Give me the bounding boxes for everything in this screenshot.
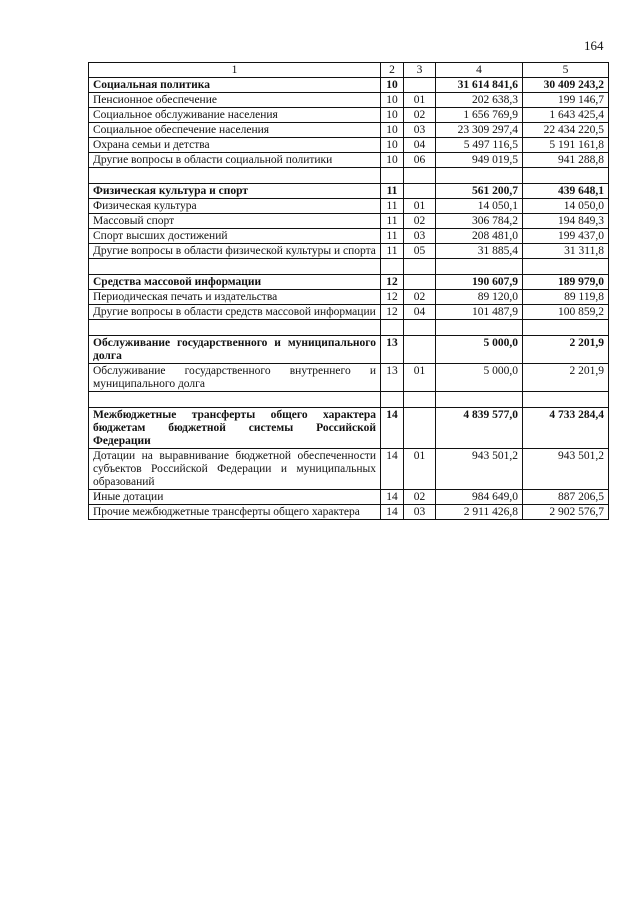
section-code: 11 bbox=[381, 199, 404, 214]
amount-col5: 2 201,9 bbox=[523, 336, 609, 364]
subsection-code bbox=[404, 184, 436, 199]
amount-col4: 943 501,2 bbox=[436, 449, 523, 490]
row-name: Социальное обслуживание населения bbox=[89, 108, 381, 123]
subsection-code: 01 bbox=[404, 364, 436, 392]
subsection-code: 02 bbox=[404, 490, 436, 505]
row-name: Иные дотации bbox=[89, 490, 381, 505]
amount-col5: 89 119,8 bbox=[523, 290, 609, 305]
subsection-code: 03 bbox=[404, 229, 436, 244]
amount-col4: 31 885,4 bbox=[436, 244, 523, 259]
header-cell: 3 bbox=[404, 63, 436, 78]
amount-col4: 190 607,9 bbox=[436, 275, 523, 290]
amount-col5: 22 434 220,5 bbox=[523, 123, 609, 138]
section-code: 13 bbox=[381, 336, 404, 364]
spacer-row bbox=[89, 320, 609, 336]
row-name: Дотации на выравнивание бюджетной обеспеченности субъектов Российской Федерации и муниципальных образований bbox=[89, 449, 381, 490]
amount-col4: 101 487,9 bbox=[436, 305, 523, 320]
amount-col4: 14 050,1 bbox=[436, 199, 523, 214]
section-code: 12 bbox=[381, 305, 404, 320]
table-row bbox=[89, 275, 609, 290]
row-name: Социальное обеспечение населения bbox=[89, 123, 381, 138]
amount-col4: 31 614 841,6 bbox=[436, 78, 523, 93]
amount-col5: 2 902 576,7 bbox=[523, 505, 609, 520]
row-name: Пенсионное обеспечение bbox=[89, 93, 381, 108]
table-row bbox=[89, 214, 609, 229]
subsection-code: 02 bbox=[404, 108, 436, 123]
section-code: 11 bbox=[381, 229, 404, 244]
subsection-code bbox=[404, 275, 436, 290]
row-name: Периодическая печать и издательства bbox=[89, 290, 381, 305]
row-name: Спорт высших достижений bbox=[89, 229, 381, 244]
amount-col4: 5 000,0 bbox=[436, 364, 523, 392]
amount-col5: 941 288,8 bbox=[523, 153, 609, 168]
amount-col5: 30 409 243,2 bbox=[523, 78, 609, 93]
amount-col5: 199 146,7 bbox=[523, 93, 609, 108]
amount-col5: 943 501,2 bbox=[523, 449, 609, 490]
table-header-row bbox=[89, 63, 609, 78]
section-code: 10 bbox=[381, 93, 404, 108]
section-code: 10 bbox=[381, 78, 404, 93]
subsection-code: 03 bbox=[404, 123, 436, 138]
section-code: 14 bbox=[381, 408, 404, 449]
section-code: 10 bbox=[381, 108, 404, 123]
table-row bbox=[89, 408, 609, 449]
amount-col5: 14 050,0 bbox=[523, 199, 609, 214]
amount-col4: 208 481,0 bbox=[436, 229, 523, 244]
row-name: Обслуживание государственного и муниципального долга bbox=[89, 336, 381, 364]
spacer-row bbox=[89, 392, 609, 408]
section-code: 10 bbox=[381, 138, 404, 153]
table-row bbox=[89, 184, 609, 199]
section-code: 14 bbox=[381, 449, 404, 490]
amount-col5: 439 648,1 bbox=[523, 184, 609, 199]
page-number: 164 bbox=[584, 38, 604, 53]
header-cell: 4 bbox=[436, 63, 523, 78]
subsection-code: 01 bbox=[404, 93, 436, 108]
amount-col5: 199 437,0 bbox=[523, 229, 609, 244]
amount-col4: 1 656 769,9 bbox=[436, 108, 523, 123]
subsection-code bbox=[404, 408, 436, 449]
table-row bbox=[89, 199, 609, 214]
amount-col5: 189 979,0 bbox=[523, 275, 609, 290]
subsection-code bbox=[404, 336, 436, 364]
spacer-row bbox=[89, 259, 609, 275]
row-name: Социальная политика bbox=[89, 78, 381, 93]
table-row bbox=[89, 449, 609, 490]
subsection-code bbox=[404, 78, 436, 93]
table-row bbox=[89, 123, 609, 138]
table-row bbox=[89, 336, 609, 364]
subsection-code: 04 bbox=[404, 305, 436, 320]
section-code: 11 bbox=[381, 244, 404, 259]
table-row bbox=[89, 490, 609, 505]
header-cell: 5 bbox=[523, 63, 609, 78]
table-row bbox=[89, 108, 609, 123]
amount-col5: 887 206,5 bbox=[523, 490, 609, 505]
section-code: 10 bbox=[381, 153, 404, 168]
section-code: 14 bbox=[381, 505, 404, 520]
amount-col5: 4 733 284,4 bbox=[523, 408, 609, 449]
amount-col5: 31 311,8 bbox=[523, 244, 609, 259]
table-row bbox=[89, 364, 609, 392]
amount-col4: 561 200,7 bbox=[436, 184, 523, 199]
section-code: 11 bbox=[381, 214, 404, 229]
section-code: 13 bbox=[381, 364, 404, 392]
row-name: Обслуживание государственного внутреннего и муниципального долга bbox=[89, 364, 381, 392]
table-row bbox=[89, 138, 609, 153]
amount-col4: 949 019,5 bbox=[436, 153, 523, 168]
amount-col5: 1 643 425,4 bbox=[523, 108, 609, 123]
amount-col4: 4 839 577,0 bbox=[436, 408, 523, 449]
table-row bbox=[89, 505, 609, 520]
row-name: Массовый спорт bbox=[89, 214, 381, 229]
row-name: Прочие межбюджетные трансферты общего характера bbox=[89, 505, 381, 520]
row-name: Физическая культура и спорт bbox=[89, 184, 381, 199]
table-row bbox=[89, 229, 609, 244]
row-name: Другие вопросы в области социальной политики bbox=[89, 153, 381, 168]
amount-col4: 23 309 297,4 bbox=[436, 123, 523, 138]
table-row bbox=[89, 78, 609, 93]
table-row bbox=[89, 305, 609, 320]
section-code: 12 bbox=[381, 275, 404, 290]
row-name: Другие вопросы в области физической культуры и спорта bbox=[89, 244, 381, 259]
subsection-code: 01 bbox=[404, 199, 436, 214]
amount-col4: 89 120,0 bbox=[436, 290, 523, 305]
subsection-code: 06 bbox=[404, 153, 436, 168]
subsection-code: 05 bbox=[404, 244, 436, 259]
row-name: Межбюджетные трансферты общего характера бюджетам бюджетной системы Российской Федерации bbox=[89, 408, 381, 449]
subsection-code: 04 bbox=[404, 138, 436, 153]
amount-col4: 2 911 426,8 bbox=[436, 505, 523, 520]
section-code: 12 bbox=[381, 290, 404, 305]
amount-col4: 984 649,0 bbox=[436, 490, 523, 505]
table-row bbox=[89, 290, 609, 305]
row-name: Охрана семьи и детства bbox=[89, 138, 381, 153]
amount-col4: 202 638,3 bbox=[436, 93, 523, 108]
amount-col4: 5 000,0 bbox=[436, 336, 523, 364]
row-name: Другие вопросы в области средств массовой информации bbox=[89, 305, 381, 320]
subsection-code: 02 bbox=[404, 214, 436, 229]
amount-col5: 194 849,3 bbox=[523, 214, 609, 229]
header-cell: 1 bbox=[89, 63, 381, 78]
section-code: 11 bbox=[381, 184, 404, 199]
subsection-code: 01 bbox=[404, 449, 436, 490]
amount-col4: 306 784,2 bbox=[436, 214, 523, 229]
amount-col5: 2 201,9 bbox=[523, 364, 609, 392]
header-cell: 2 bbox=[381, 63, 404, 78]
amount-col5: 5 191 161,8 bbox=[523, 138, 609, 153]
amount-col5: 100 859,2 bbox=[523, 305, 609, 320]
budget-table bbox=[88, 62, 609, 520]
section-code: 10 bbox=[381, 123, 404, 138]
amount-col4: 5 497 116,5 bbox=[436, 138, 523, 153]
section-code: 14 bbox=[381, 490, 404, 505]
subsection-code: 03 bbox=[404, 505, 436, 520]
subsection-code: 02 bbox=[404, 290, 436, 305]
row-name: Физическая культура bbox=[89, 199, 381, 214]
spacer-row bbox=[89, 168, 609, 184]
row-name: Средства массовой информации bbox=[89, 275, 381, 290]
table-row bbox=[89, 93, 609, 108]
table-row bbox=[89, 244, 609, 259]
table-row bbox=[89, 153, 609, 168]
